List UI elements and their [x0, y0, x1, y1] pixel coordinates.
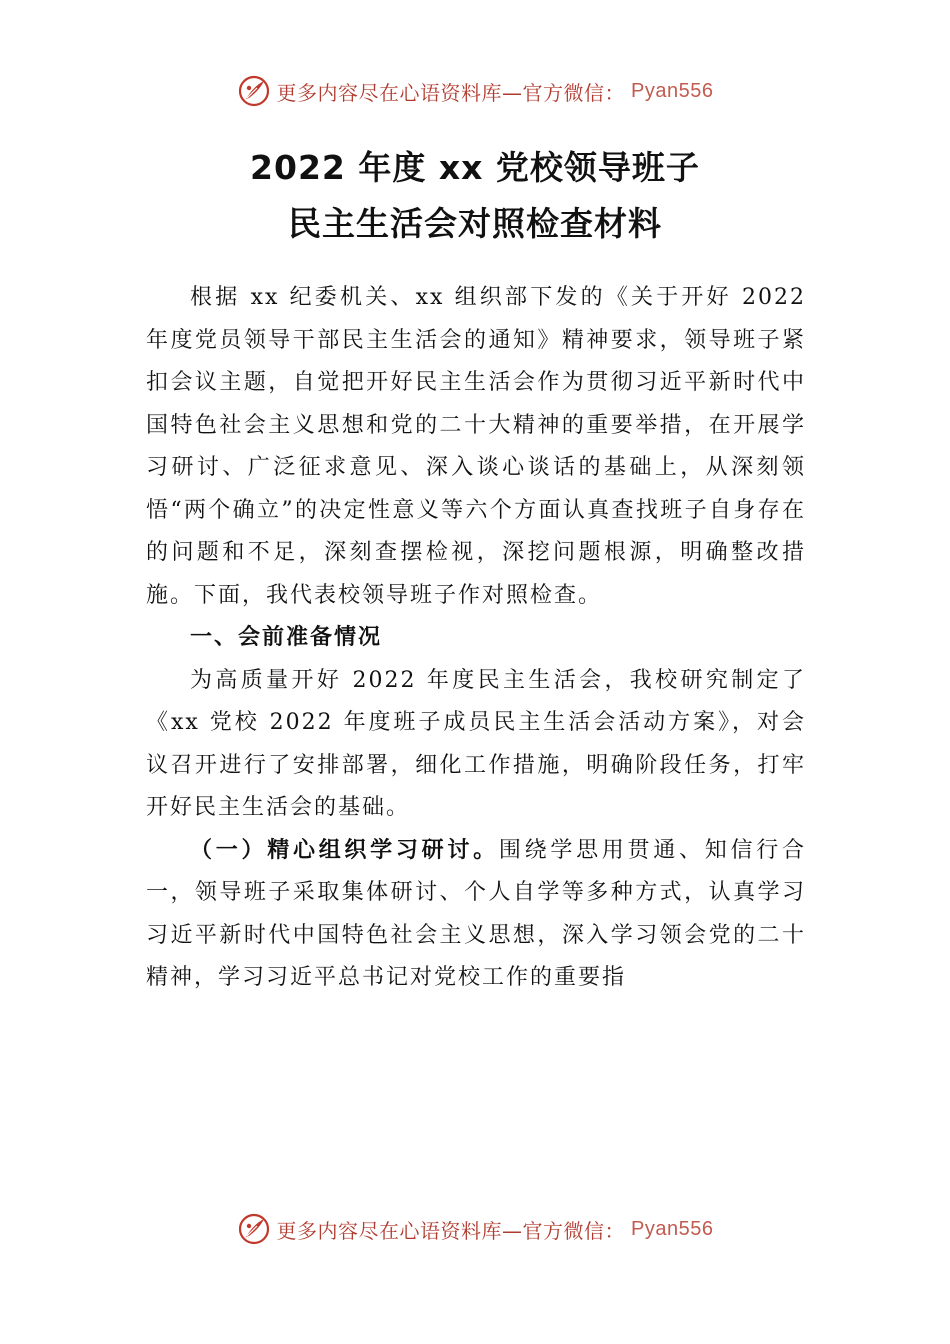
- document-title-line1: 2022 年度 xx 党校领导班子: [250, 148, 700, 187]
- quill-logo-icon: [237, 1212, 271, 1246]
- watermark-header: [0, 74, 950, 108]
- watermark-wechat-id: Pyan556: [631, 79, 714, 102]
- document-body: [146, 277, 806, 1000]
- paragraph-study-text: 围绕学思用贯通、知信行合一，领导班子采取集体研讨、个人自学等多种方式，认真学习习近平新时代中国特色社会主义思想，深入学习领会党的二十精神，学习习近平总书记对党校工作的重要指: [146, 837, 806, 990]
- paragraph-study: [146, 830, 806, 1000]
- subsection-lead-study: （一）精心组织学习研讨。: [190, 837, 499, 863]
- paragraph-preparation: 为高质量开好 2022 年度民主生活会，我校研究制定了《xx 党校 2022 年度班子成员民主生活会活动方案》，对会议召开进行了安排部署，细化工作措施，明确阶段任务，打牢开好民主生活会的基础。: [146, 667, 806, 820]
- paragraph-intro: 根据 xx 纪委机关、xx 组织部下发的《关于开好 2022 年度党员领导干部民主生活会的通知》精神要求，领导班子紧扣会议主题，自觉把开好民主生活会作为贯彻习近平新时代中国特色社会主义思想和党的二十大精神的重要举措，在开展学习研讨、广泛征求意见、深入谈心谈话的基础上，从深刻领悟“两个确立”的决定性意义等六个方面认真查找班子自身存在的问题和不足，深刻查摆检视，深挖问题根源，明确整改措施。下面，我代表校领导班子作对照检查。: [146, 285, 806, 608]
- quill-logo-icon: [237, 74, 271, 108]
- watermark-footer: [0, 1212, 950, 1246]
- section-heading-preparation: 一、会前准备情况: [190, 625, 383, 650]
- watermark-text: 更多内容尽在心语资料库—官方微信：: [276, 80, 626, 105]
- watermark-text: 更多内容尽在心语资料库—官方微信：: [276, 1218, 626, 1243]
- document-title-line2: 民主生活会对照检查材料: [288, 204, 662, 243]
- watermark-wechat-id: Pyan556: [631, 1217, 714, 1240]
